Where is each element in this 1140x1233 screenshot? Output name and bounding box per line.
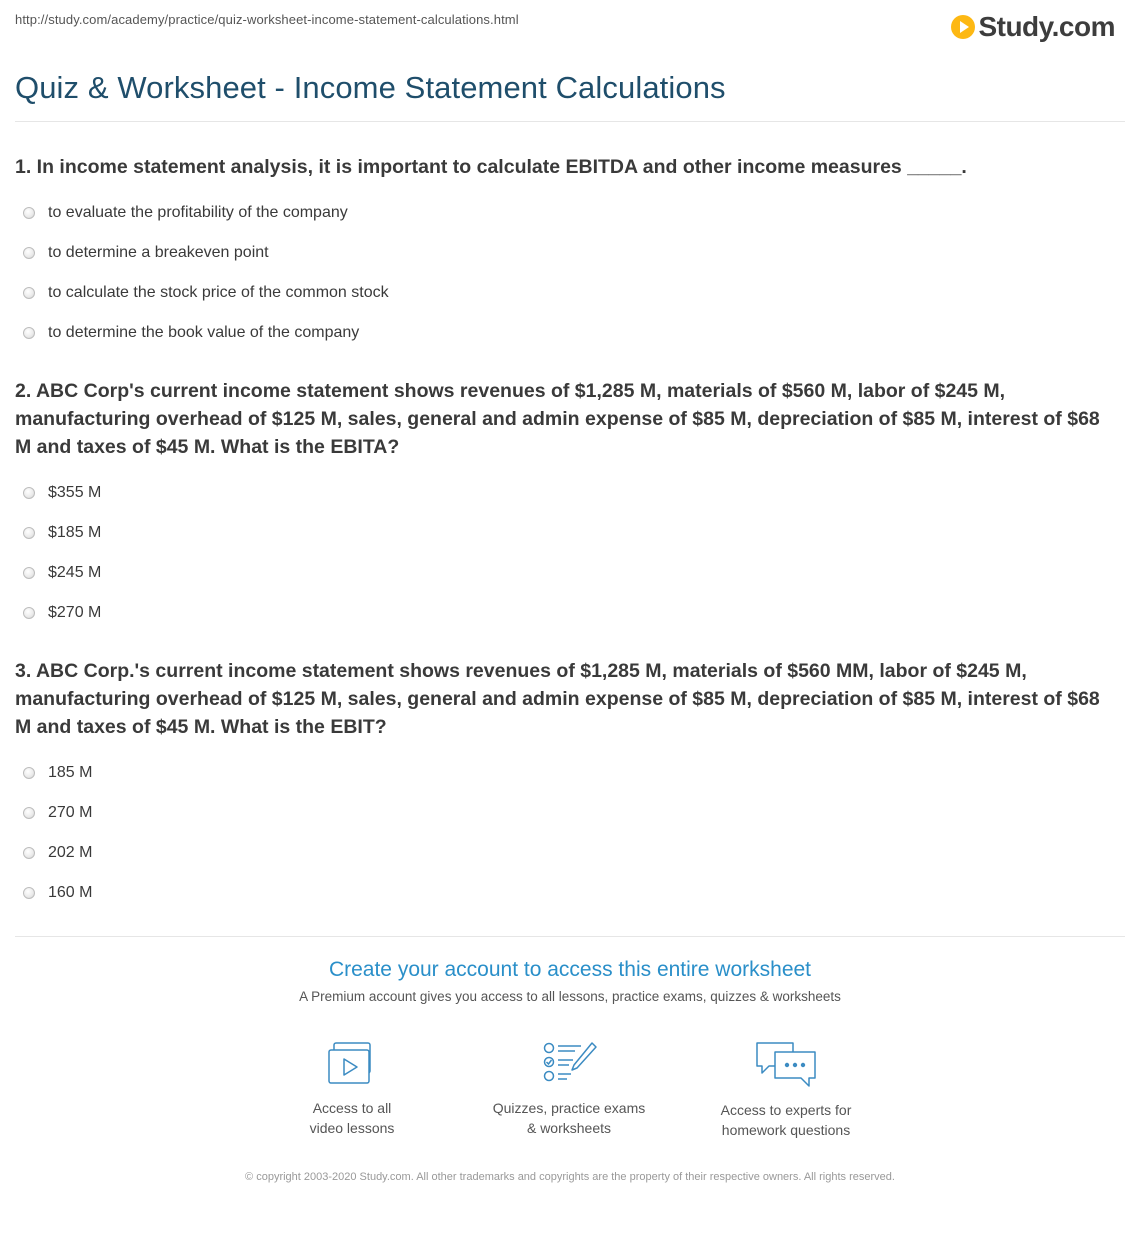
- feature-experts: [686, 1040, 886, 1140]
- divider: [15, 936, 1125, 937]
- feature-label-line2: video lessons: [309, 1120, 395, 1136]
- answer-label: to determine a breakeven point: [48, 244, 269, 261]
- feature-quizzes: [469, 1040, 669, 1138]
- divider: [15, 121, 1125, 122]
- page-title: Quiz & Worksheet - Income Statement Calculations: [15, 70, 726, 105]
- page-url[interactable]: http://study.com/academy/practice/quiz-worksheet-income-statement-calculations.html: [15, 12, 519, 27]
- study-logo[interactable]: [951, 12, 1115, 42]
- feature-label-line2: & worksheets: [526, 1120, 612, 1136]
- radio-button[interactable]: [23, 207, 35, 219]
- copyright-notice: © copyright 2003-2020 Study.com. All other trademarks and copyrights are the property of their respective owners. All rights reserved.: [245, 1171, 895, 1183]
- radio-button[interactable]: [23, 607, 35, 619]
- answer-label: 270 M: [48, 804, 93, 821]
- answer-label: 160 M: [48, 884, 93, 901]
- answer-options: [15, 753, 1110, 913]
- radio-button[interactable]: [23, 487, 35, 499]
- question-3: [15, 657, 1110, 913]
- feature-video-lessons: [252, 1040, 452, 1138]
- answer-option[interactable]: [15, 753, 1110, 793]
- radio-button[interactable]: [23, 567, 35, 579]
- feature-label-line1: Access to experts for: [720, 1102, 852, 1118]
- question-text: 2. ABC Corp's current income statement shows revenues of $1,285 M, materials of $560 M, labor of $245 M, manufacturing overhead of $125 M, sales, general and admin expense of $85 M, depreciation of $85 M, interest of $68 M and taxes of $45 M. What is the EBITA?: [15, 380, 1100, 458]
- question-2: [15, 377, 1110, 633]
- radio-button[interactable]: [23, 767, 35, 779]
- answer-label: 202 M: [48, 844, 93, 861]
- answer-options: [15, 193, 1110, 353]
- question-text: 1. In income statement analysis, it is important to calculate EBITDA and other income measures _____.: [15, 156, 967, 178]
- answer-label: to calculate the stock price of the common stock: [48, 284, 389, 301]
- radio-button[interactable]: [23, 527, 35, 539]
- answer-label: to determine the book value of the company: [48, 324, 360, 341]
- answer-option[interactable]: [15, 513, 1110, 553]
- question-text: 3. ABC Corp.'s current income statement shows revenues of $1,285 M, materials of $560 MM, labor of $245 M, manufacturing overhead of $125 M, sales, general and admin expense of $85 M, depreciation of $85 M, interest of $68 M and taxes of $45 M. What is the EBIT?: [15, 660, 1100, 738]
- answer-option[interactable]: [15, 193, 1110, 233]
- premium-description: A Premium account gives you access to all lessons, practice exams, quizzes & worksheets: [299, 989, 841, 1004]
- answer-label: to evaluate the profitability of the company: [48, 204, 348, 221]
- top-bar: [15, 12, 1115, 42]
- expert-chat-icon: [753, 1040, 819, 1090]
- answer-label: $355 M: [48, 484, 102, 501]
- answer-label: $185 M: [48, 524, 102, 541]
- answer-option[interactable]: [15, 793, 1110, 833]
- feature-label-line1: Access to all: [312, 1100, 392, 1116]
- feature-label-line1: Quizzes, practice exams: [492, 1100, 646, 1116]
- answer-option[interactable]: [15, 313, 1110, 353]
- question-1: [15, 153, 1110, 353]
- answer-option[interactable]: [15, 593, 1110, 633]
- logo-text: Study.com: [978, 11, 1115, 42]
- play-icon: [951, 15, 975, 39]
- answer-label: 185 M: [48, 764, 93, 781]
- radio-button[interactable]: [23, 887, 35, 899]
- answer-option[interactable]: [15, 873, 1110, 913]
- answer-label: $245 M: [48, 564, 102, 581]
- feature-label-line2: homework questions: [721, 1122, 851, 1138]
- answer-option[interactable]: [15, 273, 1110, 313]
- radio-button[interactable]: [23, 287, 35, 299]
- answer-option[interactable]: [15, 233, 1110, 273]
- answer-label: $270 M: [48, 604, 102, 621]
- video-lesson-icon: [322, 1040, 382, 1088]
- radio-button[interactable]: [23, 327, 35, 339]
- answer-option[interactable]: [15, 473, 1110, 513]
- radio-button[interactable]: [23, 847, 35, 859]
- answer-option[interactable]: [15, 553, 1110, 593]
- create-account-link[interactable]: Create your account to access this entire worksheet: [328, 958, 812, 981]
- answer-option[interactable]: [15, 833, 1110, 873]
- answer-options: [15, 473, 1110, 633]
- radio-button[interactable]: [23, 807, 35, 819]
- radio-button[interactable]: [23, 247, 35, 259]
- quiz-checklist-icon: [539, 1040, 599, 1088]
